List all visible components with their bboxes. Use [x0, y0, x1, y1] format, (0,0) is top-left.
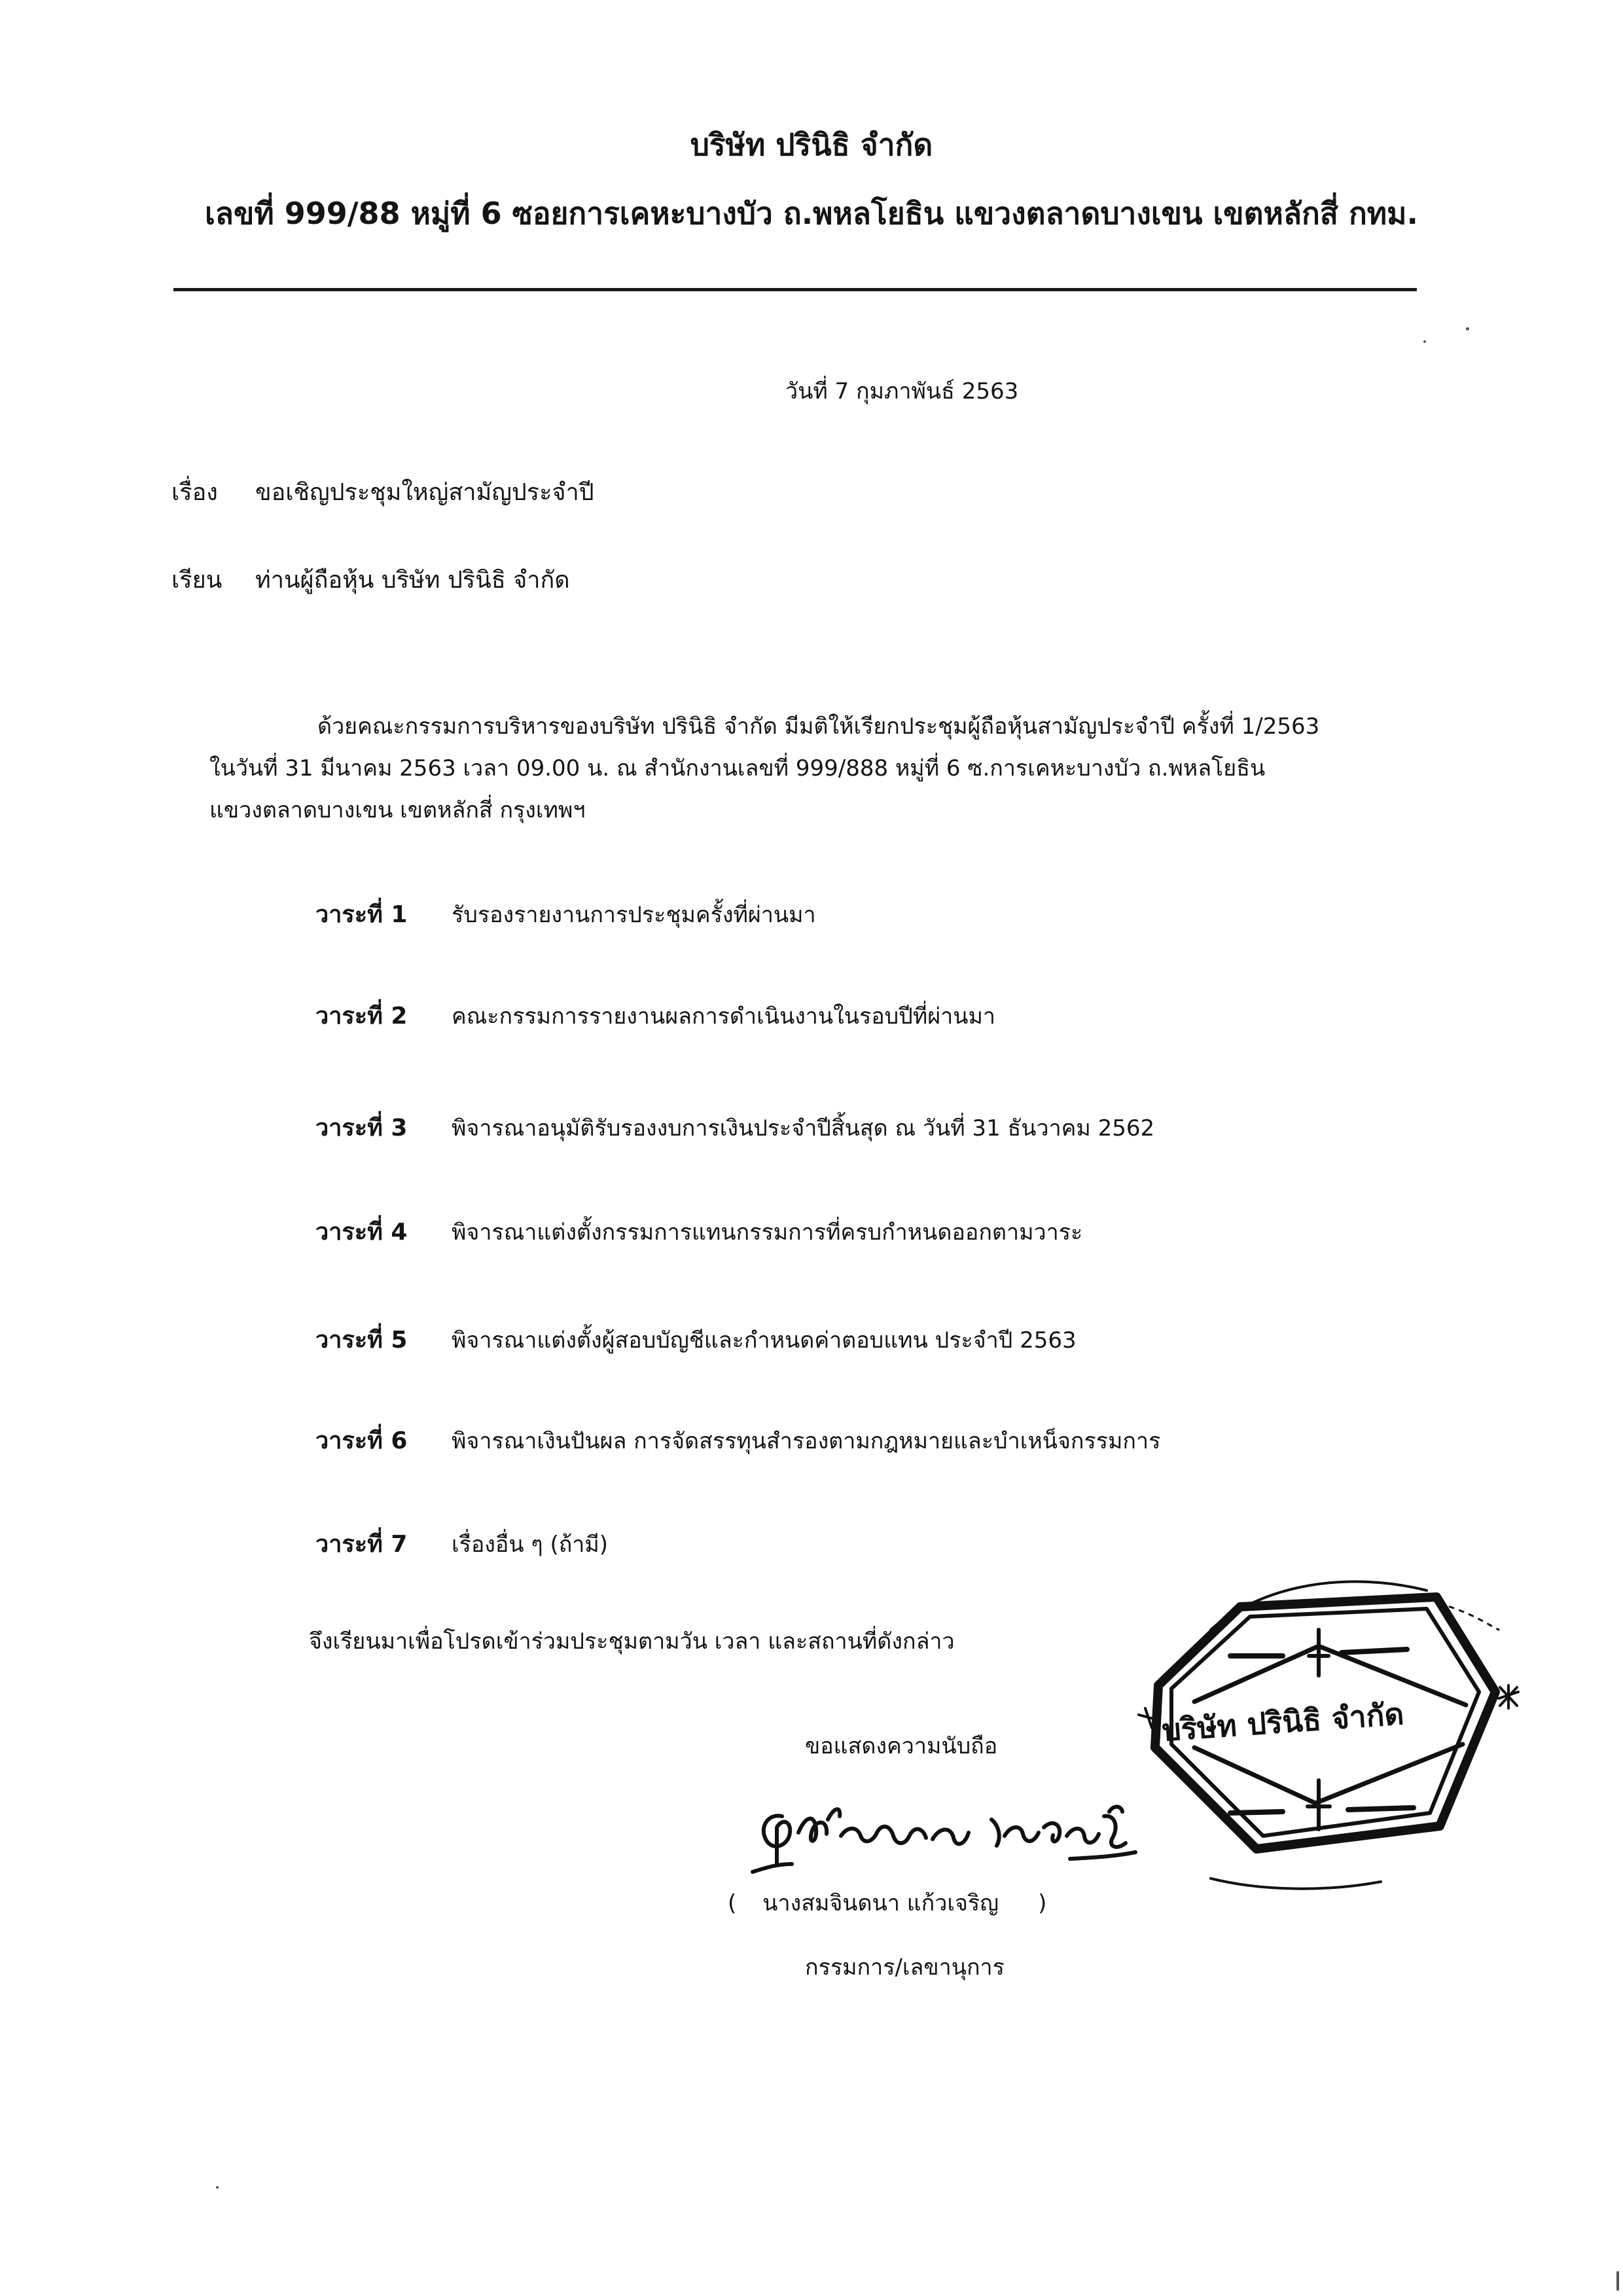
body-line-1: ด้วยคณะกรรมการบริหารของบริษัท ปรินิธิ จำกัด มีมติให้เรียกประชุมผู้ถือหุ้นสามัญประจำปี ครั้งที่ 1/2563 [317, 713, 1320, 740]
agenda-label: วาระที่ 4 [315, 1219, 408, 1246]
signer-title: กรรมการ/เลขานุการ [805, 1954, 1005, 1981]
recipient-text: ท่านผู้ถือหุ้น บริษัท ปรินิธิ จำกัด [255, 567, 570, 594]
subject-line [171, 473, 594, 511]
agenda-text: พิจารณาแต่งตั้งผู้สอบบัญชีและกำหนดค่าตอบแทน ประจำปี 2563 [452, 1327, 1077, 1354]
agenda-item [315, 997, 995, 1036]
header-divider [173, 288, 1417, 291]
agenda-text: พิจารณาอนุมัติรับรองงบการเงินประจำปีสิ้นสุด ณ วันที่ 31 ธันวาคม 2562 [452, 1115, 1155, 1141]
company-address: เลขที่ 999/88 หมู่ที่ 6 ซอยการเคหะบางบัว ถ.พหลโยธิน แขวงตลาดบางเขน เขตหลักสี่ กทม. [205, 196, 1418, 231]
agenda-label: วาระที่ 7 [315, 1531, 408, 1558]
body-paragraph [209, 706, 1544, 831]
agenda-item [315, 1109, 1154, 1148]
scan-speck [216, 2186, 219, 2189]
body-line-3: แขวงตลาดบางเขน เขตหลักสี่ กรุงเทพฯ [209, 797, 586, 823]
scan-speck [1466, 327, 1469, 331]
letter-date: วันที่ 7 กุมภาพันธ์ 2563 [785, 378, 1019, 404]
signer-name: นางสมจินดนา แก้วเจริญ [762, 1890, 999, 1916]
recipient-line [171, 561, 570, 598]
subject-label: เรื่อง [171, 479, 218, 506]
handwritten-signature [743, 1780, 1149, 1878]
agenda-text: พิจารณาเงินปันผล การจัดสรรทุนสำรองตามกฎหมายและบำเหน็จกรรมการ [452, 1428, 1161, 1454]
agenda-label: วาระที่ 3 [315, 1115, 408, 1141]
open-paren: ( [728, 1890, 737, 1916]
agenda-item [315, 1525, 608, 1564]
subject-text: ขอเชิญประชุมใหญ่สามัญประจำปี [255, 479, 594, 506]
agenda-label: วาระที่ 5 [315, 1327, 408, 1354]
body-line-2: ในวันที่ 31 มีนาคม 2563 เวลา 09.00 น. ณ สำนักงานเลขที่ 999/888 หมู่ที่ 6 ซ.การเคหะบางบัว ถ.พหลโยธิน [209, 755, 1266, 781]
scan-speck [1616, 2271, 1619, 2291]
agenda-item [315, 1321, 1077, 1360]
signer-name-line [728, 1885, 1046, 1920]
agenda-text: เรื่องอื่น ๆ (ถ้ามี) [452, 1532, 609, 1558]
agenda-text: คณะกรรมการรายงานผลการดำเนินงานในรอบปีที่ผ่านมา [452, 1003, 995, 1030]
agenda-text: พิจารณาแต่งตั้งกรรมการแทนกรรมการที่ครบกำหนดออกตามวาระ [452, 1219, 1083, 1246]
closing-line: จึงเรียนมาเพื่อโปรดเข้าร่วมประชุมตามวัน เวลา และสถานที่ดังกล่าว [309, 1628, 955, 1655]
regards-line: ขอแสดงความนับถือ [805, 1733, 998, 1759]
recipient-label: เรียน [171, 567, 223, 594]
scan-speck [1423, 340, 1426, 343]
close-paren: ) [1038, 1890, 1047, 1916]
agenda-text: รับรองรายงานการประชุมครั้งที่ผ่านมา [452, 902, 816, 928]
agenda-item [315, 1213, 1082, 1252]
agenda-item [315, 1422, 1160, 1461]
agenda-label: วาระที่ 6 [315, 1427, 408, 1454]
company-stamp-text: บริษัท ปรินิธิ จำกัด [1160, 1696, 1405, 1748]
agenda-label: วาระที่ 1 [315, 901, 408, 928]
agenda-label: วาระที่ 2 [315, 1003, 408, 1030]
company-name: บริษัท ปรินิธิ จำกัด [690, 127, 933, 162]
agenda-item [315, 895, 816, 935]
